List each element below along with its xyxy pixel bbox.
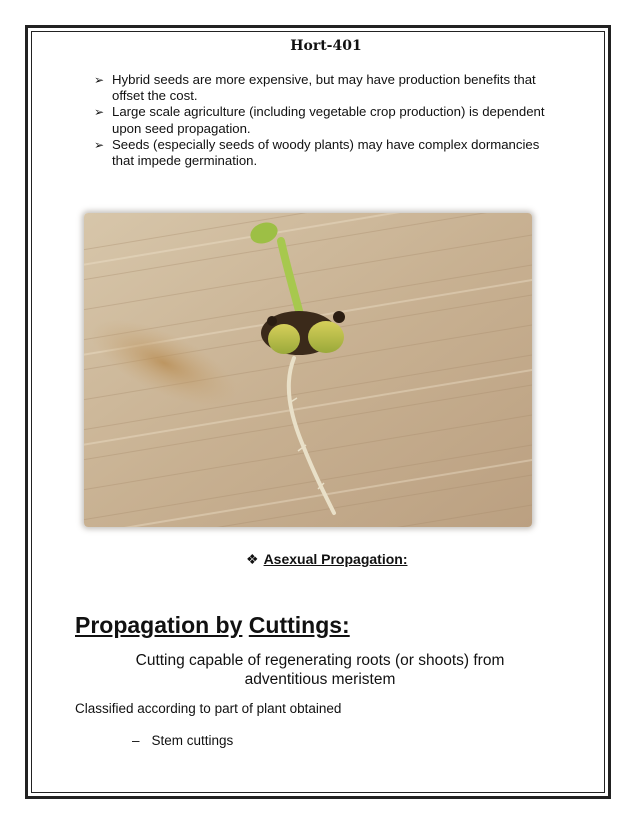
arrow-bullet-icon: ➢	[94, 73, 105, 87]
seed-right-half	[308, 321, 344, 353]
arrow-bullet-icon: ➢	[94, 105, 105, 120]
germinating-seed-photo	[84, 213, 532, 527]
arrow-bullet-icon: ➢	[94, 137, 105, 152]
list-item: ➢ Seeds (especially seeds of woody plants) may have complex dormancies that impede germination.	[94, 136, 540, 169]
classification-note: Classified according to part of plant obtained	[75, 701, 342, 716]
bullet-list	[94, 72, 564, 169]
list-item: – Stem cuttings	[132, 733, 234, 748]
list-item: ➢ Large scale agriculture (including vegetable crop production) is dependent upon seed propagation.	[94, 104, 545, 136]
page-header-title: Hort-401	[290, 38, 362, 54]
asexual-propagation-label: ❖ Asexual Propagation:	[246, 551, 408, 567]
seed-left-half	[268, 324, 300, 354]
section-subtitle: Cutting capable of regenerating roots (or shoots) from adventitious meristem	[135, 652, 505, 688]
section-heading: Propagation by Cuttings:	[75, 612, 350, 638]
list-item: ➢ Hybrid seeds are more expensive, but may have production benefits that offset the cost.	[94, 72, 536, 104]
diamond-bullet-icon: ❖	[246, 551, 259, 567]
